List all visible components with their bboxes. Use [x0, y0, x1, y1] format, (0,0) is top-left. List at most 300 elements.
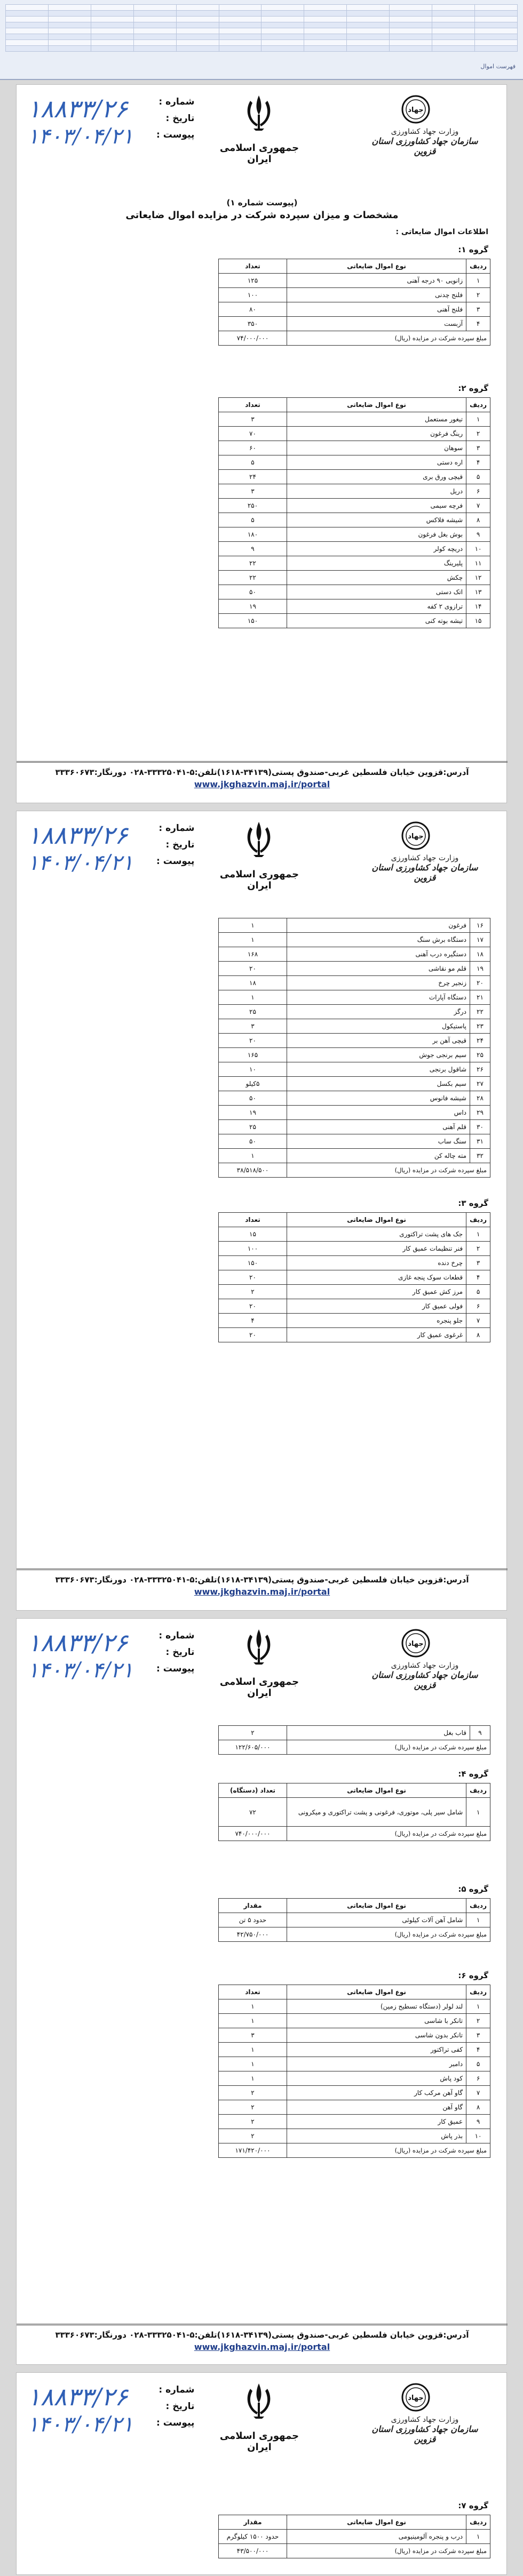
handwritten-number: ۱۸۸۳۳/۲۶ — [27, 2382, 128, 2411]
row-number: ۶ — [466, 1299, 490, 1314]
table-row — [219, 918, 490, 933]
col-radif: ردیف — [466, 1899, 490, 1913]
footer-url[interactable]: www.jkghazvin.maj.ir/portal — [194, 779, 330, 789]
row-number: ۱ — [466, 1999, 490, 2014]
letter-meta — [156, 97, 194, 146]
table-row — [219, 542, 490, 556]
ministry-name: وزارت جهاد کشاورزی — [391, 127, 459, 136]
table-row — [219, 1120, 490, 1134]
row-number: ۲۱ — [470, 990, 490, 1005]
row-number: ۳۱ — [470, 1134, 490, 1149]
table-row — [219, 412, 490, 427]
sum-label: مبلغ سپرده شرکت در مزایده (ریال) — [287, 1740, 490, 1755]
document-title — [70, 198, 454, 221]
handwritten-number: ۱۸۸۳۳/۲۶ — [27, 94, 128, 123]
strip-table — [5, 4, 518, 52]
item-quantity: ۶۰ — [219, 441, 287, 455]
item-name: شامل آهن آلات کیلوئی — [287, 1913, 466, 1927]
table-row — [219, 1005, 490, 1019]
organization-name — [369, 127, 481, 156]
handwritten-date: ۱۴۰۳/۰۴/۲۱ — [27, 124, 133, 149]
table-row — [219, 2071, 490, 2086]
table-row — [219, 470, 490, 484]
table-row — [219, 2530, 490, 2544]
group-4-label: گروه ۴: — [458, 1769, 488, 1779]
footer — [17, 2330, 508, 2352]
row-number: ۷ — [466, 2086, 490, 2100]
logo-text: جهاد — [408, 2394, 424, 2402]
item-quantity: ۲۰ — [219, 1034, 287, 1048]
jahad-logo-icon — [401, 2382, 431, 2412]
table-row — [219, 2115, 490, 2129]
item-name: گاو آهن مرکب کار — [287, 2086, 466, 2100]
row-number: ۱۷ — [470, 933, 490, 947]
group-4-table — [218, 1783, 490, 1841]
item-name: فنر تنظیمات عمیق کار — [287, 1242, 466, 1256]
table-row — [219, 556, 490, 571]
item-name: پلیرینگ — [287, 556, 466, 571]
group-6-label: گروه ۶: — [458, 1971, 488, 1980]
item-name: فرغون — [287, 918, 470, 933]
item-name: جک های پشت تراکتوری — [287, 1227, 466, 1242]
row-number: ۶ — [466, 484, 490, 499]
item-name: دریل — [287, 484, 466, 499]
document-page-3 — [16, 1618, 507, 2365]
item-quantity: ۵کیلو — [219, 1077, 287, 1091]
item-quantity: ۳ — [219, 2028, 287, 2043]
item-quantity: حدود ۱۵۰۰ کیلوگرم — [219, 2530, 287, 2544]
row-number: ۲۶ — [470, 1062, 490, 1077]
item-quantity: ۱۹ — [219, 599, 287, 614]
row-number: ۳۲ — [470, 1149, 490, 1163]
footer-address: آدرس:قزوین خیابان فلسطین غربی-صندوق پستی(۳۴۱۳۹-۱۶۱۸)تلفن:۵-۳۳۳۲۵۰۴۱-۰۲۸ دورنگار:۳۳۳۶۰۶۷۳ — [55, 1575, 469, 1585]
row-number: ۱۲ — [466, 571, 490, 585]
ministry-name: وزارت جهاد کشاورزی — [391, 1661, 459, 1670]
table-row — [219, 288, 490, 302]
iran-emblem-icon — [243, 2381, 275, 2420]
item-name: عمیق کار — [287, 2115, 466, 2129]
number-label: شماره : — [159, 1630, 195, 1641]
group-7-table — [218, 2515, 490, 2558]
item-quantity: ۱۵۰ — [219, 1256, 287, 1270]
table-row — [219, 962, 490, 976]
row-number: ۳۰ — [470, 1120, 490, 1134]
item-name: سنگ ساب — [287, 1134, 470, 1149]
item-quantity: ۵ — [219, 455, 287, 470]
col-type: نوع اموال ضایعاتی — [287, 1899, 466, 1913]
item-name: کفی تراکتور — [287, 2043, 466, 2057]
table-row — [219, 1798, 490, 1827]
item-quantity: ۱ — [219, 1149, 287, 1163]
footer-address: آدرس:قزوین خیابان فلسطین غربی-صندوق پستی(۳۴۱۳۹-۱۶۱۸)تلفن:۵-۳۳۳۲۵۰۴۱-۰۲۸ دورنگار:۳۳۳۶۰۶۷۳ — [55, 767, 469, 777]
organization-name — [369, 854, 481, 883]
attachment-label: پیوست : — [156, 2418, 195, 2428]
table-row — [219, 1227, 490, 1242]
item-quantity: ۱۸۰ — [219, 527, 287, 542]
col-count: تعداد — [219, 1985, 287, 1999]
col-type: نوع اموال ضایعاتی — [287, 2515, 466, 2530]
republic-title: جمهوری اسلامی ایران — [219, 2430, 299, 2453]
document-page-1 — [16, 84, 507, 803]
date-label: تاریخ : — [165, 113, 195, 124]
row-number: ۳ — [466, 1256, 490, 1270]
item-quantity: ۱۹ — [219, 1106, 287, 1120]
footer-separator — [17, 1569, 508, 1570]
row-number: ۱ — [466, 1798, 490, 1827]
number-label: شماره : — [159, 823, 195, 834]
item-quantity: ۲ — [219, 2100, 287, 2115]
org-name: سازمان جهاد کشاورزی استان قزوین — [371, 862, 478, 883]
col-amount: مقدار — [219, 2515, 287, 2530]
row-number: ۷ — [466, 499, 490, 513]
org-name: سازمان جهاد کشاورزی استان قزوین — [371, 1670, 478, 1690]
row-number: ۲۴ — [470, 1034, 490, 1048]
ministry-name: وزارت جهاد کشاورزی — [391, 854, 459, 862]
republic-title: جمهوری اسلامی ایران — [219, 142, 299, 165]
table-row — [219, 947, 490, 962]
group-1-label: گروه ۱: — [458, 245, 488, 254]
row-number: ۸ — [466, 1328, 490, 1342]
row-number: ۹ — [466, 527, 490, 542]
table-row — [219, 1077, 490, 1091]
item-name: شامل سیر پلی، موتوری، فرغونی و پشت تراکتوری و میکرونی — [287, 1798, 466, 1827]
group-7-label: گروه ۷: — [458, 2501, 488, 2510]
republic-title: جمهوری اسلامی ایران — [219, 1676, 299, 1699]
item-quantity: ۱۰۰ — [219, 1242, 287, 1256]
sum-label: مبلغ سپرده شرکت در مزایده (ریال) — [287, 2143, 490, 2158]
item-quantity: ۲ — [219, 1285, 287, 1299]
item-name: قاب بغل — [287, 1726, 470, 1740]
item-name: بوش بغل فرغون — [287, 527, 466, 542]
item-quantity: ۱۲۵ — [219, 274, 287, 288]
group-3-table-continued — [218, 1725, 490, 1755]
group-5-table — [218, 1898, 490, 1942]
group-1-table — [218, 259, 490, 346]
row-number: ۸ — [466, 513, 490, 527]
row-number: ۴ — [466, 2043, 490, 2057]
table-row — [219, 1270, 490, 1285]
item-quantity: ۱۵ — [219, 1227, 287, 1242]
iran-emblem-icon — [243, 1627, 275, 1666]
letterhead — [17, 811, 508, 923]
row-number: ۱ — [466, 1913, 490, 1927]
handwritten-number: ۱۸۸۳۳/۲۶ — [27, 821, 128, 850]
letter-meta — [156, 1630, 194, 1680]
row-number: ۱۵ — [466, 614, 490, 628]
item-name: لند لولر (دستگاه تسطیح زمین) — [287, 1999, 466, 2014]
letterhead — [17, 2373, 508, 2485]
item-name: چرخ دنده — [287, 1256, 466, 1270]
item-name: شیشه فانوس — [287, 1091, 470, 1106]
item-quantity: ۲ — [219, 2129, 287, 2143]
row-number: ۱ — [466, 274, 490, 288]
item-quantity: ۳ — [219, 412, 287, 427]
attachment-label: پیوست : — [156, 130, 195, 140]
row-number: ۱ — [466, 412, 490, 427]
col-radif: ردیف — [466, 259, 490, 274]
item-quantity: ۲۴ — [219, 470, 287, 484]
table-row — [219, 302, 490, 317]
col-count: تعداد — [219, 259, 287, 274]
table-row — [219, 1328, 490, 1342]
table-row — [219, 990, 490, 1005]
row-number: ۲۰ — [470, 976, 490, 990]
sum-label: مبلغ سپرده شرکت در مزایده (ریال) — [287, 1163, 490, 1178]
table-row — [219, 1314, 490, 1328]
table-row — [219, 976, 490, 990]
row-number: ۱۹ — [470, 962, 490, 976]
item-name: قیچی ورق بری — [287, 470, 466, 484]
row-number: ۵ — [466, 470, 490, 484]
col-type: نوع اموال ضایعاتی — [287, 1985, 466, 1999]
republic-title: جمهوری اسلامی ایران — [219, 869, 299, 891]
date-label: تاریخ : — [165, 839, 195, 850]
footer-url[interactable]: www.jkghazvin.maj.ir/portal — [194, 2342, 330, 2352]
org-name: سازمان جهاد کشاورزی استان قزوین — [371, 136, 478, 156]
item-name: دریچه کولر — [287, 542, 466, 556]
jahad-logo-icon — [401, 94, 431, 124]
item-quantity: ۱ — [219, 2071, 287, 2086]
item-quantity: ۱۰ — [219, 1062, 287, 1077]
item-quantity: ۲۰ — [219, 962, 287, 976]
item-name: دامبر — [287, 2057, 466, 2071]
table-row — [219, 1034, 490, 1048]
table-row — [219, 614, 490, 628]
item-name: آزبست — [287, 317, 466, 331]
table-row — [219, 513, 490, 527]
col-radif: ردیف — [466, 2515, 490, 2530]
item-quantity: ۲۰ — [219, 1328, 287, 1342]
table-row — [219, 499, 490, 513]
item-name: بذر پاش — [287, 2129, 466, 2143]
col-amount: مقدار — [219, 1899, 287, 1913]
table-row — [219, 933, 490, 947]
item-name: جلو پنجره — [287, 1314, 466, 1328]
item-name: زانویی ۹۰ درجه آهنی — [287, 274, 466, 288]
logo-text: جهاد — [408, 1640, 424, 1648]
row-number: ۲۷ — [470, 1077, 490, 1091]
table-row — [219, 1048, 490, 1062]
date-label: تاریخ : — [165, 2401, 195, 2412]
row-number: ۲۸ — [470, 1091, 490, 1106]
col-radif: ردیف — [466, 398, 490, 412]
item-quantity: ۲۲ — [219, 556, 287, 571]
item-name: شاقول برنجی — [287, 1062, 470, 1077]
item-quantity: ۱ — [219, 2057, 287, 2071]
item-quantity: ۱۶۵ — [219, 1048, 287, 1062]
item-quantity: ۳۵۰ — [219, 317, 287, 331]
item-quantity: ۲۰ — [219, 1299, 287, 1314]
footer — [17, 1575, 508, 1597]
col-type: نوع اموال ضایعاتی — [287, 398, 466, 412]
iran-emblem-icon — [243, 820, 275, 858]
item-name: درب و پنجره آلومینیومی — [287, 2530, 466, 2544]
item-quantity: ۲ — [219, 2115, 287, 2129]
item-name: چکش — [287, 571, 466, 585]
table-row — [219, 571, 490, 585]
item-quantity: ۵۰ — [219, 1134, 287, 1149]
item-quantity: ۷۰ — [219, 427, 287, 441]
row-number: ۲ — [466, 2014, 490, 2028]
table-row — [219, 317, 490, 331]
footer-url[interactable]: www.jkghazvin.maj.ir/portal — [194, 1587, 330, 1597]
handwritten-date: ۱۴۰۳/۰۴/۲۱ — [27, 1658, 133, 1683]
row-number: ۳ — [466, 2028, 490, 2043]
item-name: فلنج چدنی — [287, 288, 466, 302]
item-quantity: ۸۰ — [219, 302, 287, 317]
table-row — [219, 441, 490, 455]
letterhead — [17, 1619, 508, 1731]
table-row — [219, 2057, 490, 2071]
handwritten-number: ۱۸۸۳۳/۲۶ — [27, 1628, 128, 1657]
item-name: کود پاش — [287, 2071, 466, 2086]
table-row — [219, 527, 490, 542]
row-number: ۱۶ — [470, 918, 490, 933]
row-number: ۶ — [466, 2071, 490, 2086]
logo-text: جهاد — [408, 106, 424, 114]
item-quantity: ۳ — [219, 1019, 287, 1034]
letter-meta — [156, 823, 194, 873]
item-name: تانکر بدون شاسی — [287, 2028, 466, 2043]
item-quantity: ۱۶۸ — [219, 947, 287, 962]
item-quantity: ۲۵ — [219, 1005, 287, 1019]
item-quantity: ۱ — [219, 2014, 287, 2028]
col-radif: ردیف — [466, 1213, 490, 1227]
group-5-label: گروه ۵: — [458, 1884, 488, 1894]
item-quantity: ۱ — [219, 933, 287, 947]
row-number: ۷ — [466, 1314, 490, 1328]
item-quantity: حدود ۵ تن — [219, 1913, 287, 1927]
row-number: ۲۵ — [470, 1048, 490, 1062]
row-number: ۳ — [466, 441, 490, 455]
item-quantity: ۲ — [219, 2086, 287, 2100]
row-number: ۳ — [466, 302, 490, 317]
table-row — [219, 1019, 490, 1034]
col-count: تعداد — [219, 398, 287, 412]
sum-label: مبلغ سپرده شرکت در مزایده (ریال) — [287, 331, 490, 346]
item-name: غرغوی عمیق کار — [287, 1328, 466, 1342]
handwritten-date: ۱۴۰۳/۰۴/۲۱ — [27, 2412, 133, 2437]
row-number: ۵ — [466, 1285, 490, 1299]
item-name: رینگ فرغون — [287, 427, 466, 441]
row-number: ۱ — [466, 2530, 490, 2544]
item-name: داس — [287, 1106, 470, 1120]
number-label: شماره : — [159, 97, 195, 107]
table-row — [219, 1726, 490, 1740]
col-radif: ردیف — [466, 1783, 490, 1798]
item-name: تیشه بوته کنی — [287, 614, 466, 628]
item-quantity: ۱ — [219, 918, 287, 933]
table-row — [219, 1134, 490, 1149]
item-name: پاستیکول — [287, 1019, 470, 1034]
table-row — [219, 2129, 490, 2143]
item-quantity: ۵۰ — [219, 1091, 287, 1106]
number-label: شماره : — [159, 2385, 195, 2395]
item-name: قلم آهنی — [287, 1120, 470, 1134]
jahad-logo-icon — [401, 1628, 431, 1658]
table-row — [219, 1256, 490, 1270]
group-3-label: گروه ۳: — [458, 1198, 488, 1208]
row-number: ۹ — [470, 1726, 490, 1740]
row-number: ۱۳ — [466, 585, 490, 599]
table-row — [219, 1285, 490, 1299]
item-quantity: ۱ — [219, 990, 287, 1005]
row-number: ۱۰ — [466, 2129, 490, 2143]
row-number: ۴ — [466, 455, 490, 470]
row-number: ۵ — [466, 2057, 490, 2071]
item-quantity: ۳ — [219, 484, 287, 499]
table-row — [219, 2028, 490, 2043]
row-number: ۴ — [466, 317, 490, 331]
organization-name — [369, 1661, 481, 1690]
sum-label: مبلغ سپرده شرکت در مزایده (ریال) — [287, 1827, 490, 1841]
sum-value: ۷۴۰/۰۰۰/۰۰۰ — [219, 1827, 287, 1841]
item-quantity: ۴ — [219, 1314, 287, 1328]
item-name: تانکر با شاسی — [287, 2014, 466, 2028]
sum-label: مبلغ سپرده شرکت در مزایده (ریال) — [287, 2544, 490, 2558]
item-name: فولی عمیق کار — [287, 1299, 466, 1314]
table-row — [219, 274, 490, 288]
row-number: ۱۴ — [466, 599, 490, 614]
table-row — [219, 1149, 490, 1163]
item-name: دستگاه برش سنگ — [287, 933, 470, 947]
sum-value: ۴۳/۵۰۰/۰۰۰ — [219, 2544, 287, 2558]
title-text: مشخصات و میزان سپرده شرکت در مزایده اموال ضایعاتی — [125, 210, 399, 221]
group-2-label: گروه ۲: — [458, 383, 488, 393]
item-name: درگز — [287, 1005, 470, 1019]
item-quantity: ۷۲ — [219, 1798, 287, 1827]
row-number: ۱۸ — [470, 947, 490, 962]
col-type: نوع اموال ضایعاتی — [287, 1783, 466, 1798]
item-quantity: ۱۸ — [219, 976, 287, 990]
row-number: ۲۹ — [470, 1106, 490, 1120]
footer — [17, 767, 508, 789]
col-type: نوع اموال ضایعاتی — [287, 1213, 466, 1227]
iran-emblem-icon — [243, 93, 275, 132]
table-row — [219, 2100, 490, 2115]
row-number: ۲۲ — [470, 1005, 490, 1019]
table-row — [219, 2086, 490, 2100]
item-quantity: ۱۵۰ — [219, 614, 287, 628]
footer-address: آدرس:قزوین خیابان فلسطین غربی-صندوق پستی(۳۴۱۳۹-۱۶۱۸)تلفن:۵-۳۳۳۲۵۰۴۱-۰۲۸ دورنگار:۳۳۳۶۰۶۷۳ — [55, 2330, 469, 2340]
strip-title: فهرست اموال — [480, 63, 516, 70]
table-row — [219, 2043, 490, 2057]
table-row — [219, 1242, 490, 1256]
logo-text: جهاد — [408, 833, 424, 841]
footer-separator — [17, 2324, 508, 2325]
item-name: مته چاله کن — [287, 1149, 470, 1163]
item-name: سوهان — [287, 441, 466, 455]
item-quantity: ۲۵ — [219, 1120, 287, 1134]
sum-value: ۳۸/۵۱۸/۵۰۰ — [219, 1163, 287, 1178]
sum-value: ۴۲/۷۵۰/۰۰۰ — [219, 1927, 287, 1942]
item-name: مرز کش عمیق کار — [287, 1285, 466, 1299]
attachment-label: پیوست : — [156, 856, 195, 867]
table-row — [219, 1091, 490, 1106]
row-number: ۱۱ — [466, 556, 490, 571]
item-name: سیم بکسل — [287, 1077, 470, 1091]
row-number: ۹ — [466, 2115, 490, 2129]
row-number: ۲۳ — [470, 1019, 490, 1034]
subtitle: اطلاعات اموال ضایعاتی : — [395, 228, 488, 236]
item-name: قلم مو نقاشی — [287, 962, 470, 976]
item-quantity: ۲ — [219, 1726, 287, 1740]
item-name: اتک دستی — [287, 585, 466, 599]
table-row — [219, 484, 490, 499]
group-2-table — [218, 397, 490, 628]
col-count-unit: تعداد (دستگاه) — [219, 1783, 287, 1798]
item-quantity: ۲۲ — [219, 571, 287, 585]
